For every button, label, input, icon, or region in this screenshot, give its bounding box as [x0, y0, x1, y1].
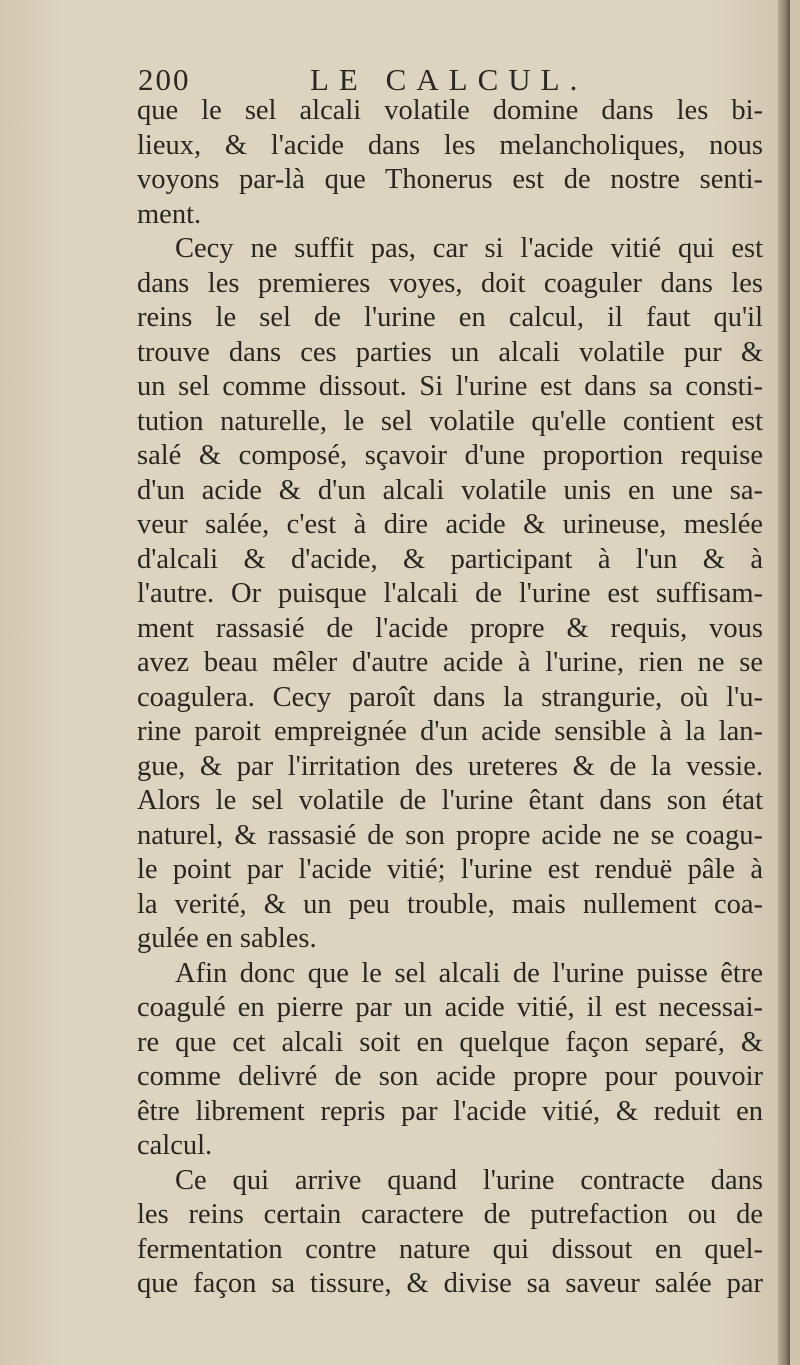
- text-line: que façon sa tissure, & divise sa saveur salée par: [137, 1268, 763, 1299]
- text-line: trouve dans ces parties un alcali volatile pur &: [137, 336, 763, 368]
- text-line: que le sel alcali volatile domine dans les bi-: [137, 95, 763, 126]
- page-number: 200: [138, 62, 191, 97]
- text-line: Afin donc que le sel alcali de l'urine puisse être: [175, 957, 763, 989]
- text-line: reins le sel de l'urine en calcul, il faut qu'il: [137, 302, 763, 333]
- text-line: coagulera. Cecy paroît dans la strangurie, où l'u-: [137, 681, 763, 713]
- text-line: gue, & par l'irritation des ureteres & de la vessie.: [137, 750, 763, 782]
- text-line: gulée en sables.: [137, 923, 317, 954]
- text-line: salé & composé, sçavoir d'une proportion requise: [137, 440, 763, 471]
- text-line: re que cet alcali soit en quelque façon separé, &: [137, 1026, 763, 1058]
- text-line: le point par l'acide vitié; l'urine est renduë pâle à: [137, 854, 763, 885]
- running-title: LE CALCUL.: [310, 62, 588, 97]
- text-line: veur salée, c'est à dire acide & urineuse, meslée: [137, 509, 763, 540]
- text-line: comme delivré de son acide propre pour pouvoir: [137, 1061, 763, 1092]
- text-line: Ce qui arrive quand l'urine contracte dans: [175, 1164, 763, 1196]
- text-line: d'un acide & d'un alcali volatile unis en une sa-: [137, 474, 763, 506]
- text-line: calcul.: [137, 1130, 213, 1161]
- text-line: avez beau mêler d'autre acide à l'urine, rien ne se: [137, 647, 763, 678]
- text-line: l'autre. Or puisque l'alcali de l'urine est suffisam-: [137, 578, 763, 609]
- text-line: être librement repris par l'acide vitié, & reduit en: [137, 1095, 763, 1127]
- text-line: ment.: [137, 198, 202, 230]
- text-line: un sel comme dissout. Si l'urine est dans sa consti-: [137, 371, 763, 402]
- text-line: Cecy ne suffit pas, car si l'acide vitié qui est: [175, 233, 763, 264]
- page-edge: [778, 0, 790, 1365]
- text-line: les reins certain caractere de putrefaction ou de: [137, 1199, 763, 1230]
- text-line: dans les premieres voyes, doit coaguler dans les: [137, 267, 763, 299]
- text-line: Alors le sel volatile de l'urine êtant dans son état: [137, 785, 763, 816]
- text-line: voyons par-là que Thonerus est de nostre senti-: [137, 164, 763, 195]
- text-line: la verité, & un peu trouble, mais nullement coa-: [137, 888, 763, 920]
- text-line: coagulé en pierre par un acide vitié, il est necessai-: [137, 992, 763, 1023]
- running-header: [138, 62, 758, 98]
- body-text: [137, 94, 763, 1302]
- text-line: lieux, & l'acide dans les melancholiques, nous: [137, 129, 763, 161]
- text-line: d'alcali & d'acide, & participant à l'un & à: [137, 543, 763, 575]
- text-line: fermentation contre nature qui dissout en quel-: [137, 1233, 763, 1265]
- text-line: naturel, & rassasié de son propre acide ne se coagu-: [137, 819, 763, 851]
- text-line: tution naturelle, le sel volatile qu'elle contient est: [137, 405, 763, 437]
- text-line: ment rassasié de l'acide propre & requis, vous: [137, 612, 763, 644]
- text-line: rine paroit empreignée d'un acide sensible à la lan-: [137, 716, 763, 747]
